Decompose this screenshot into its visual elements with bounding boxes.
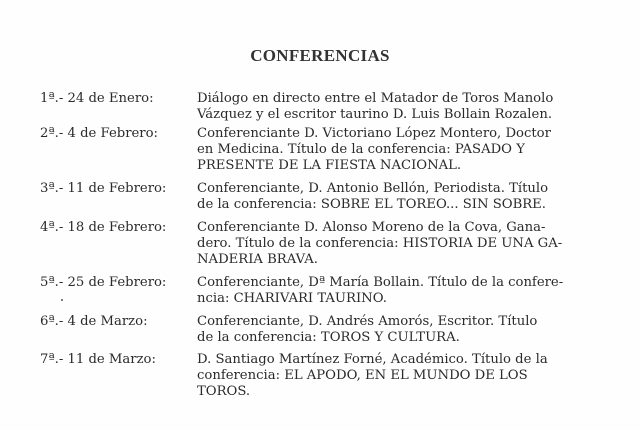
conference-date: 2ª.- 4 de Febrero: bbox=[40, 126, 158, 141]
conference-entry-3 bbox=[40, 181, 620, 213]
page-title: CONFERENCIAS bbox=[250, 46, 390, 65]
conference-date: 1ª.- 24 de Enero: bbox=[40, 91, 154, 106]
conference-description: Conferenciante, D. Andrés Amorós, Escritor. Título de la conferencia: TOROS Y CULTURA. bbox=[197, 314, 538, 345]
conference-description: Conferenciante, D. Antonio Bellón, Periodista. Título de la conferencia: SOBRE EL TOREO... SIN SOBRE. bbox=[197, 181, 549, 212]
conference-description: D. Santiago Martínez Forné, Académico. Título de la conferencia: EL APODO, EN EL MUNDO DE LOS TOROS. bbox=[197, 352, 548, 399]
conference-entry-1 bbox=[40, 91, 620, 123]
conference-description: Diálogo en directo entre el Matador de Toros Manolo Vázquez y el escritor taurino D. Luis Bollain Rozalen. bbox=[197, 91, 554, 122]
conference-entry-2 bbox=[40, 126, 620, 174]
conference-date: 6ª.- 4 de Marzo: bbox=[40, 314, 148, 329]
conference-date: 4ª.- 18 de Febrero: bbox=[40, 220, 167, 235]
conference-entry-7 bbox=[40, 352, 620, 400]
conference-description: Conferenciante D. Victoriano López Montero, Doctor en Medicina. Título de la conferencia: PASADO Y PRESENTE DE LA FIESTA NACIONAL. bbox=[197, 126, 551, 173]
conference-date: 7ª.- 11 de Marzo: bbox=[40, 352, 156, 367]
print-speck bbox=[61, 299, 63, 301]
conference-entry-5 bbox=[40, 275, 620, 307]
conference-description: Conferenciante D. Alonso Moreno de la Cova, Gana- dero. Título de la conferencia: HISTORIA DE UNA GA- NADERIA BRAVA. bbox=[197, 220, 563, 267]
conference-description: Conferenciante, Dª María Bollain. Título de la confere- ncia: CHARIVARI TAURINO. bbox=[197, 275, 564, 306]
conference-entry-4 bbox=[40, 220, 620, 268]
conference-date: 5ª.- 25 de Febrero: bbox=[40, 275, 167, 290]
conference-date: 3ª.- 11 de Febrero: bbox=[40, 181, 167, 196]
conference-entry-6 bbox=[40, 314, 620, 346]
